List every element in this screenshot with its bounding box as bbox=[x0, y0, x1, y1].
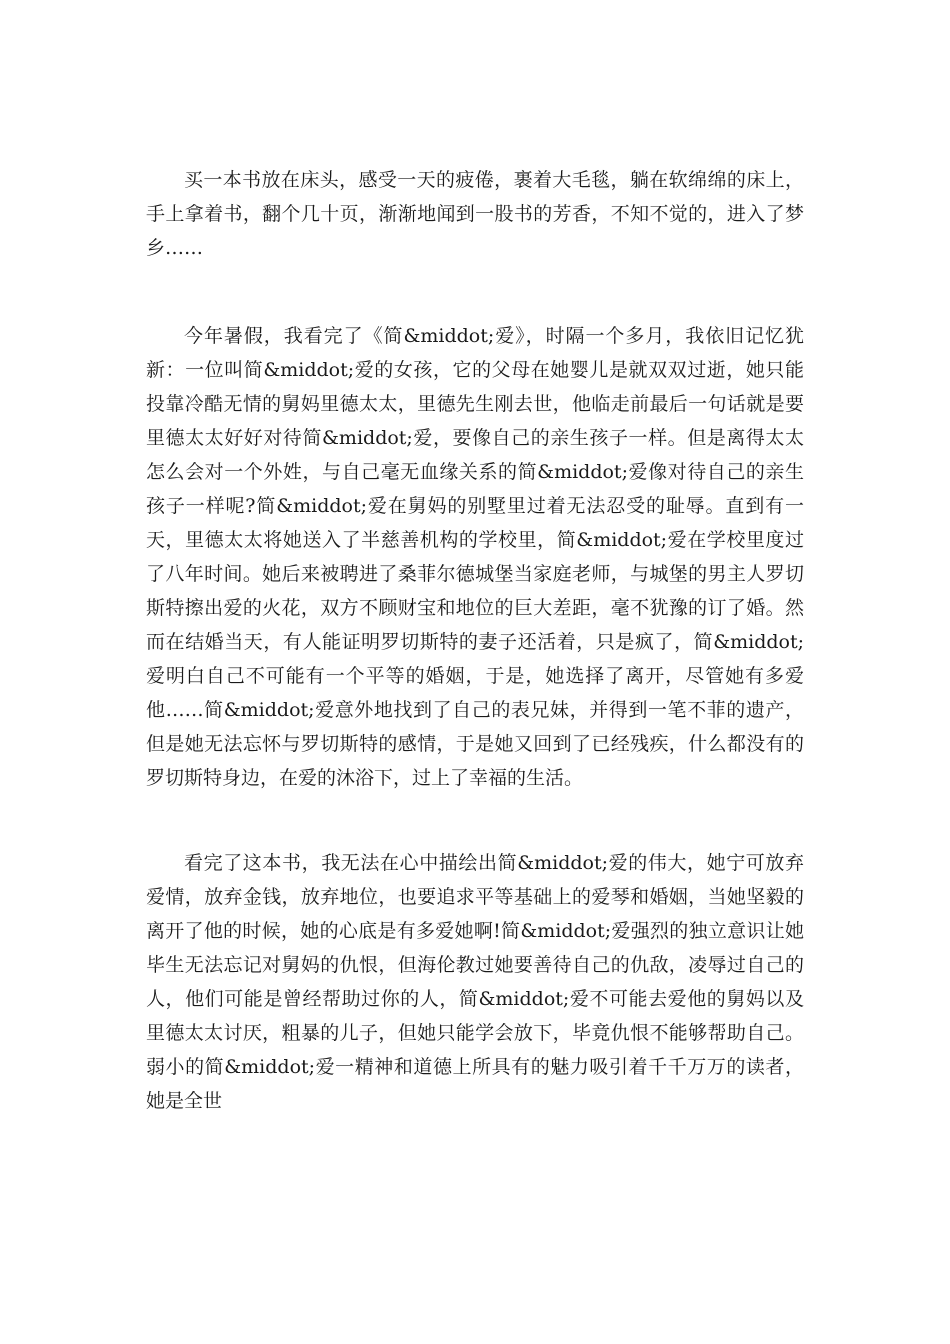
paragraph-reflection: 看完了这本书，我无法在心中描绘出简&middot;爱的伟大，她宁可放弃爱情，放弃金钱，放弃地位，也要追求平等基础上的爱琴和婚姻，当她坚毅的离开了他的时候，她的心底是有多爱她啊!简&middot;爱强烈的独立意识让她毕生无法忘记对舅妈的仇恨，但海伦教过她要善待自己的仇敌，凌辱过自己的人，他们可能是曾经帮助过你的人，简&middot;爱不可能去爱他的舅妈以及里德太太讨厌，粗暴的儿子，但她只能学会放下，毕竟仇恨不能够帮助自己。弱小的简&middot;爱一精神和道德上所具有的魅力吸引着千千万万的读者，她是全世 bbox=[146, 852, 804, 1112]
paragraph-summary: 今年暑假，我看完了《简&middot;爱》，时隔一个多月，我依旧记忆犹新：一位叫简&middot;爱的女孩，它的父母在她婴儿是就双双过逝，她只能投靠冷酷无情的舅妈里德太太，里德先生刚去世，他临走前最后一句话就是要里德太太好好对待简&middot;爱，要像自己的亲生孩子一样。但是离得太太怎么会对一个外姓，与自己毫无血缘关系的简&middot;爱像对待自己的亲生孩子一样呢?简&middot;爱在舅妈的别墅里过着无法忍受的耻辱。直到有一天，里德太太将她送入了半慈善机构的学校里，简&middot;爱在学校里度过了八年时间。她后来被聘进了桑菲尔德城堡当家庭老师，与城堡的男主人罗切斯特擦出爱的火花，双方不顾财宝和地位的巨大差距，毫不犹豫的订了婚。然而在结婚当天，有人能证明罗切斯特的妻子还活着，只是疯了，简&middot;爱明白自己不可能有一个平等的婚姻，于是，她选择了离开，尽管她有多爱他……简&middot;爱意外地找到了自己的表兄妹，并得到一笔不菲的遗产，但是她无法忘怀与罗切斯特的感情，于是她又回到了已经残疾，什么都没有的罗切斯特身边，在爱的沐浴下，过上了幸福的生活。 bbox=[146, 325, 804, 789]
document-body bbox=[146, 163, 804, 1118]
paragraph-intro: 买一本书放在床头，感受一天的疲倦，裹着大毛毯，躺在软绵绵的床上，手上拿着书，翻个几十页，渐渐地闻到一股书的芳香，不知不觉的，进入了梦乡…… bbox=[146, 169, 804, 259]
